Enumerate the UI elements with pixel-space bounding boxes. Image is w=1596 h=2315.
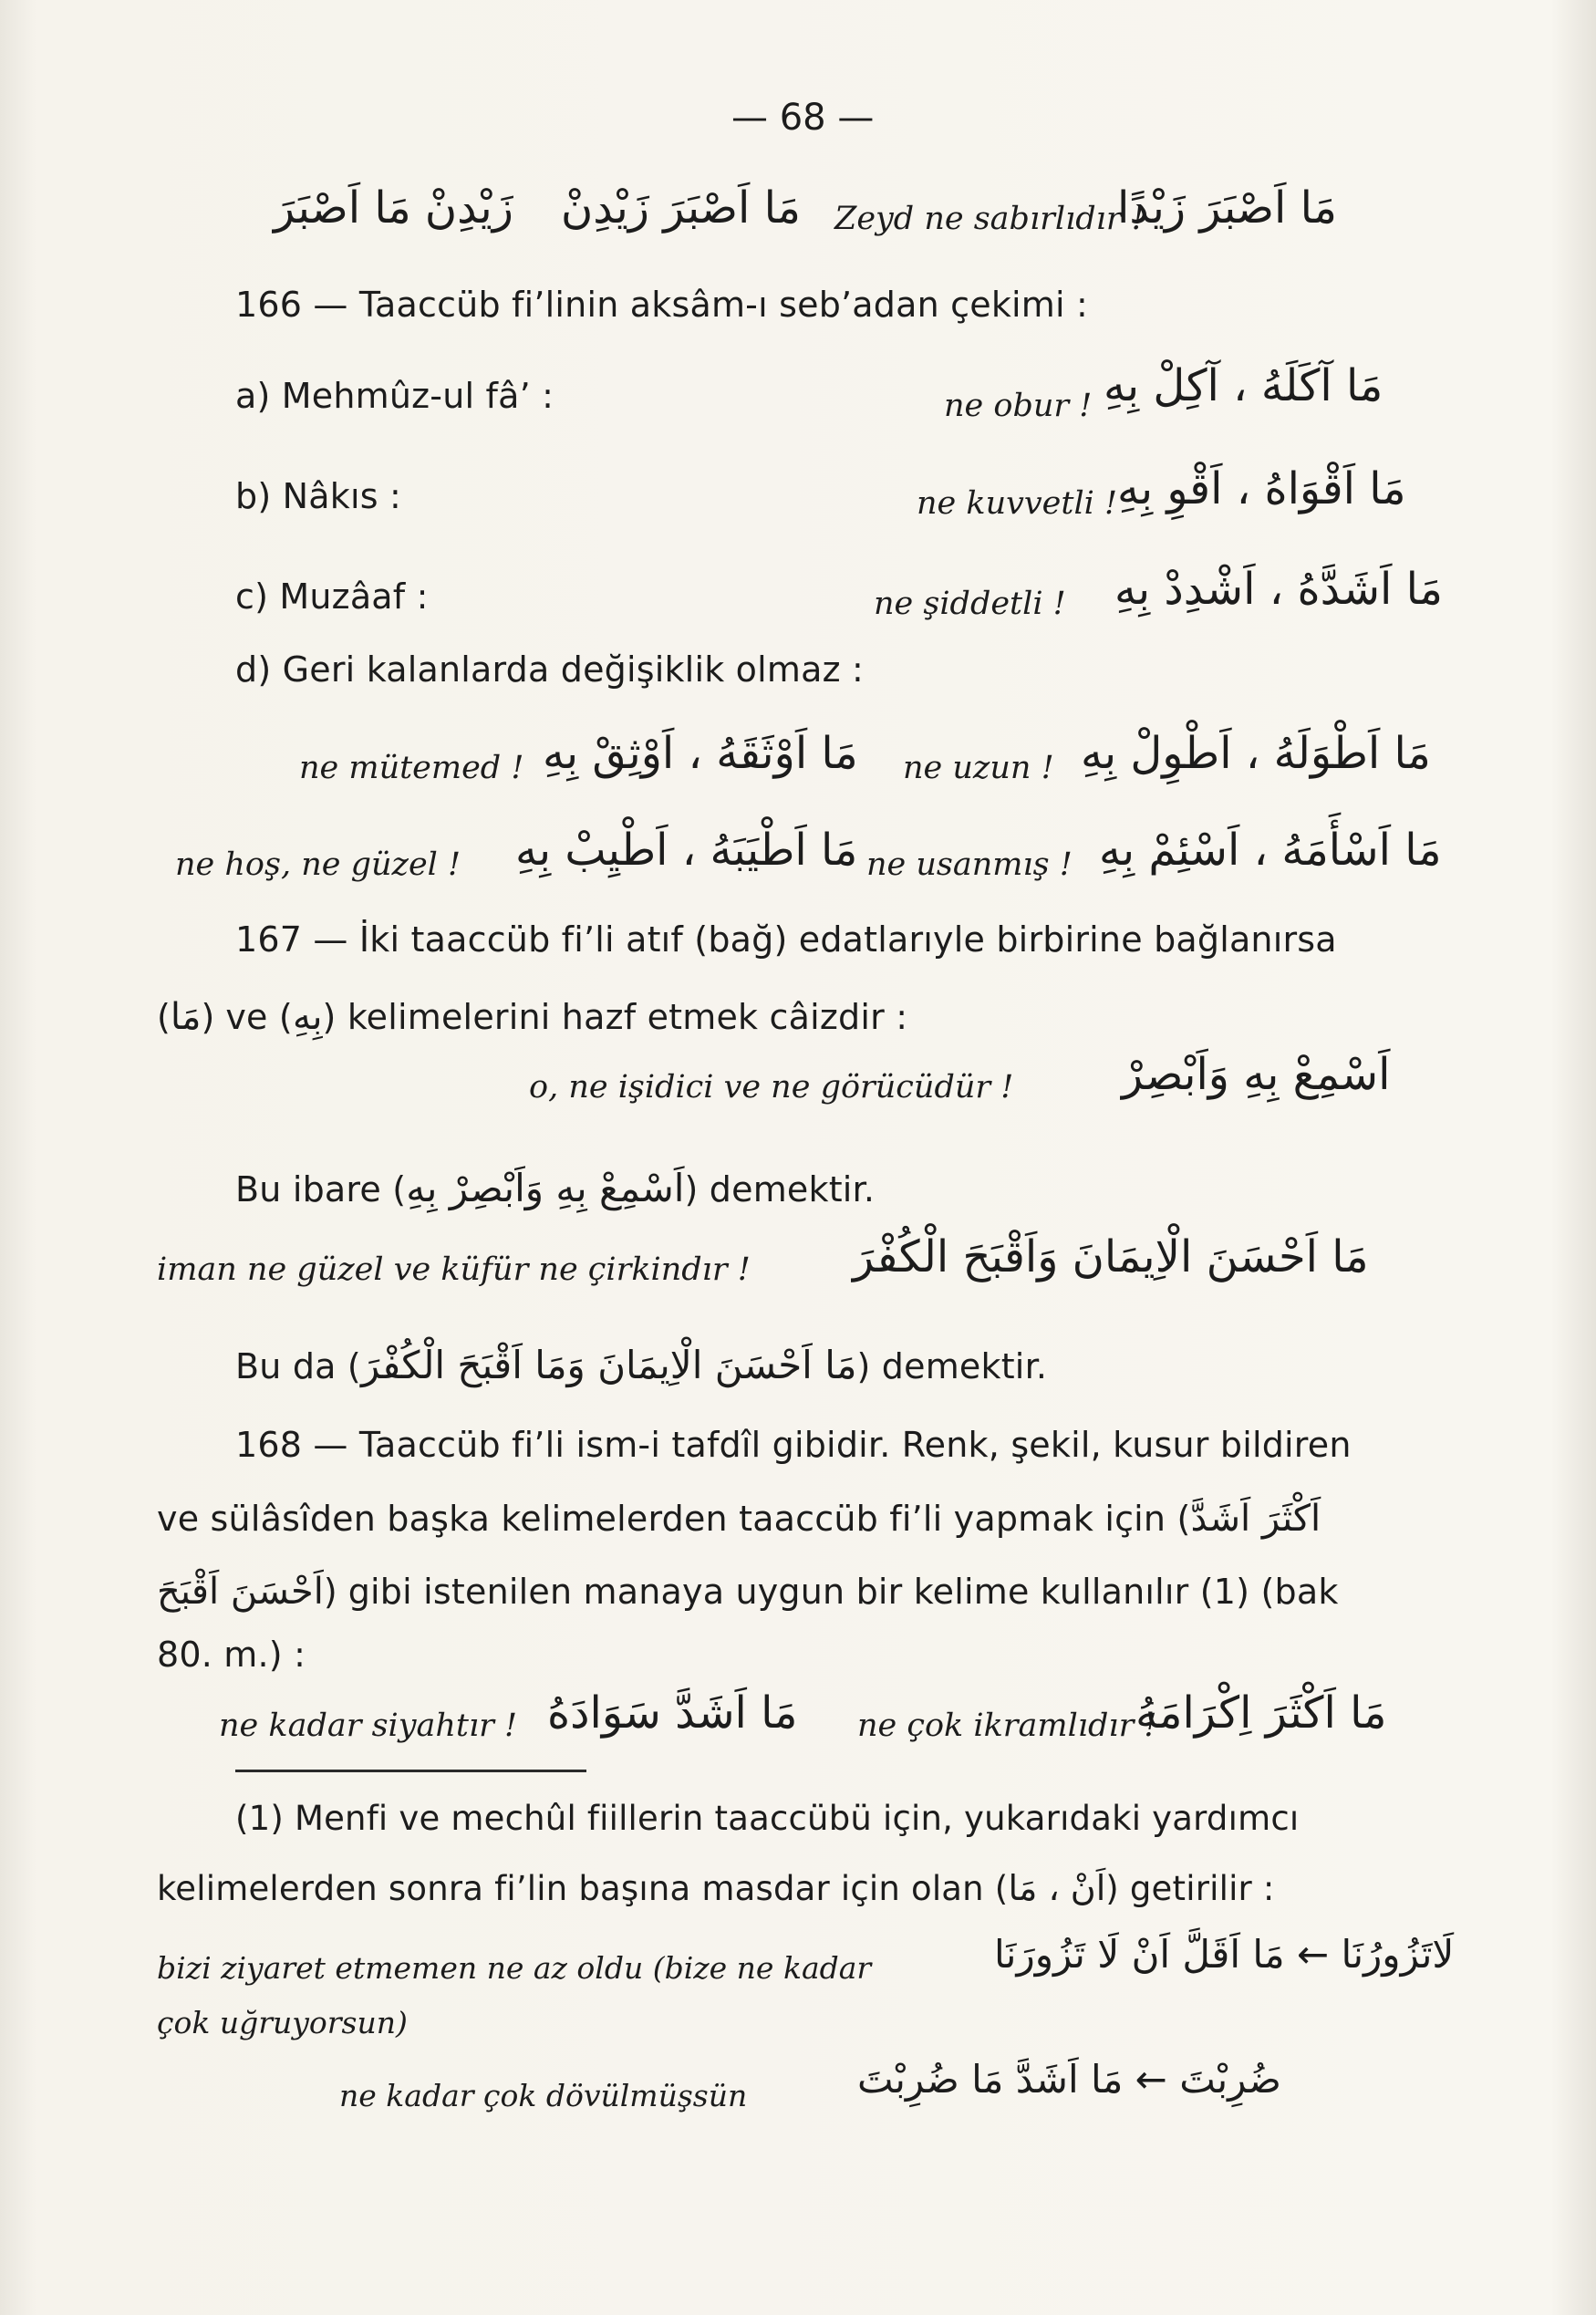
translation-text: iman ne güzel ve küfür ne çirkindır ! [157,1251,751,1288]
translation-text: ne kuvvetli ! [917,485,1118,522]
arabic-inline: اَنْ ، مَا [1008,1868,1106,1908]
translation-text: ne uzun ! [903,750,1054,786]
translation-text: bizi ziyaret etmemen ne az oldu (bize ne kadar [157,1950,872,1986]
translation-text: ne şiddetli ! [874,586,1066,622]
section-heading-166: 166 — Taaccüb fi’linin aksâm-ı seb’adan çekimi : [235,285,1089,325]
translation-text: Zeyd ne sabırlıdır ! [834,201,1145,237]
section-heading-167: 167 — İki taaccüb fi’li atıf (bağ) edatlarıyle birbirine bağlanırsa [235,919,1337,960]
translation-text: çok uğruyorsun) [157,2005,408,2040]
arabic-example: ضُرِبْتَ ← مَا اَشَدَّ مَا ضُرِبْتَ [857,2057,1281,2102]
arabic-example: مَا اَصْبَرَ زَيْدِنْ [561,182,801,234]
arabic-example: اَسْمِعْ بِهِ وَاَبْصِرْ [1122,1049,1391,1100]
arabic-example: مَا اَطْيَبَهُ ، اَطْيِبْ بِهِ [515,825,858,876]
paragraph-text: ve sülâsîden başka kelimelerden taaccüb fi’li yapmak için ( [157,1499,1191,1539]
item-label-b: b) Nâkıs : [235,476,401,516]
translation-text: ne kadar siyahtır ! [219,1708,518,1744]
page-number: — 68 — [731,97,875,139]
paragraph-line [157,1571,1339,1613]
arabic-example: مَا اَوْثَقَهُ ، اَوْثِقْ بِهِ [543,728,858,779]
arabic-inline: بِهِ [292,996,323,1038]
paragraph-line [157,1868,1275,1908]
item-label-a: a) Mehmûz-ul fâ’ : [235,376,554,416]
arabic-example: مَا آكَلَهُ ، آكِلْ بِهِ [1104,360,1384,411]
paragraph-text: ) demektir. [856,1346,1048,1386]
paragraph-line [157,996,907,1038]
arabic-inline: اَحْسَنَ اَقْبَحَ [157,1571,324,1613]
paragraph-line: 80. m.) : [157,1635,306,1675]
arabic-example: مَا اَشَدَّ سَوَادَهُ [547,1687,798,1739]
paragraph-line [157,1498,1321,1540]
footnote-text: kelimelerden sonra fi’lin başına masdar için olan ( [157,1869,1009,1908]
translation-text: ne mütemed ! [299,750,524,786]
paragraph-line [235,1166,875,1210]
translation-text: ne usanmış ! [866,846,1073,883]
arabic-inline: مَا [170,996,202,1038]
arabic-inline: اَسْمِعْ بِهِ وَاَبْصِرْ بِهِ [406,1166,685,1210]
translation-text: ne hoş, ne güzel ! [175,846,461,883]
paragraph-text: ) gibi istenilen manaya uygun bir kelime kullanılır (1) (bak [323,1572,1339,1612]
translation-text: ne çok ikramlıdır ! [857,1708,1157,1744]
footnote-text: (1) Menfi ve mechûl fiillerin taaccübü için, yukarıdaki yardımcı [235,1799,1300,1838]
item-label-d: d) Geri kalanlarda değişiklik olmaz : [235,649,865,690]
section-heading-168: 168 — Taaccüb fi’li ism-i tafdîl gibidir. Renk, şekil, kusur bildiren [235,1425,1352,1465]
arabic-inline: اَكْثَرَ اَشَدَّ [1190,1498,1321,1540]
paragraph-line [235,1343,1047,1387]
paren-text: ) ve ( [201,997,293,1037]
arabic-example: مَا اَكْثَرَ اِكْرَامَهُ [1135,1687,1387,1739]
paragraph-text: Bu ibare ( [235,1169,407,1209]
arabic-example: مَا اَقْوَاهُ ، اَقْوِ بِهِ [1117,463,1406,514]
paragraph-text: ) kelimelerini hazf etmek câizdir : [322,997,908,1037]
translation-text: o, ne işidici ve ne görücüdür ! [529,1069,1014,1106]
arabic-example: زَيْدِنْ مَا اَصْبَرَ [274,182,513,234]
arabic-example: مَا اَصْبَرَ زَيْدًا [1117,182,1337,234]
paragraph-text: Bu da ( [235,1346,361,1386]
paragraph-text: ) demektir. [684,1169,876,1209]
footnote-text: ) getirilir : [1105,1869,1275,1908]
arabic-example: مَا اَسْأَمَهُ ، اَسْئِمْ بِهِ [1099,825,1442,876]
arabic-example: مَا اَحْسَنَ الْاِيمَانَ وَاَقْبَحَ الْكُفْرَ [853,1231,1369,1282]
arabic-example: مَا اَطْوَلَهُ ، اَطْوِلْ بِهِ [1081,728,1431,779]
arabic-example: لَاتَزُورُنَا ← مَا اَقَلَّ اَنْ لَا تَزُورَنَا [994,1932,1455,1977]
translation-text: ne obur ! [944,388,1093,424]
translation-text: ne kadar çok dövülmüşsün [339,2078,748,2113]
paren-text: ( [157,997,171,1037]
item-label-c: c) Muzâaf : [235,576,429,617]
footnote-rule [235,1770,586,1772]
arabic-example: مَا اَشَدَّهُ ، اَشْدِدْ بِهِ [1114,564,1443,615]
arabic-inline: مَا اَحْسَنَ الْاِيمَانَ وَمَا اَقْبَحَ الْكُفْرَ [360,1343,857,1387]
